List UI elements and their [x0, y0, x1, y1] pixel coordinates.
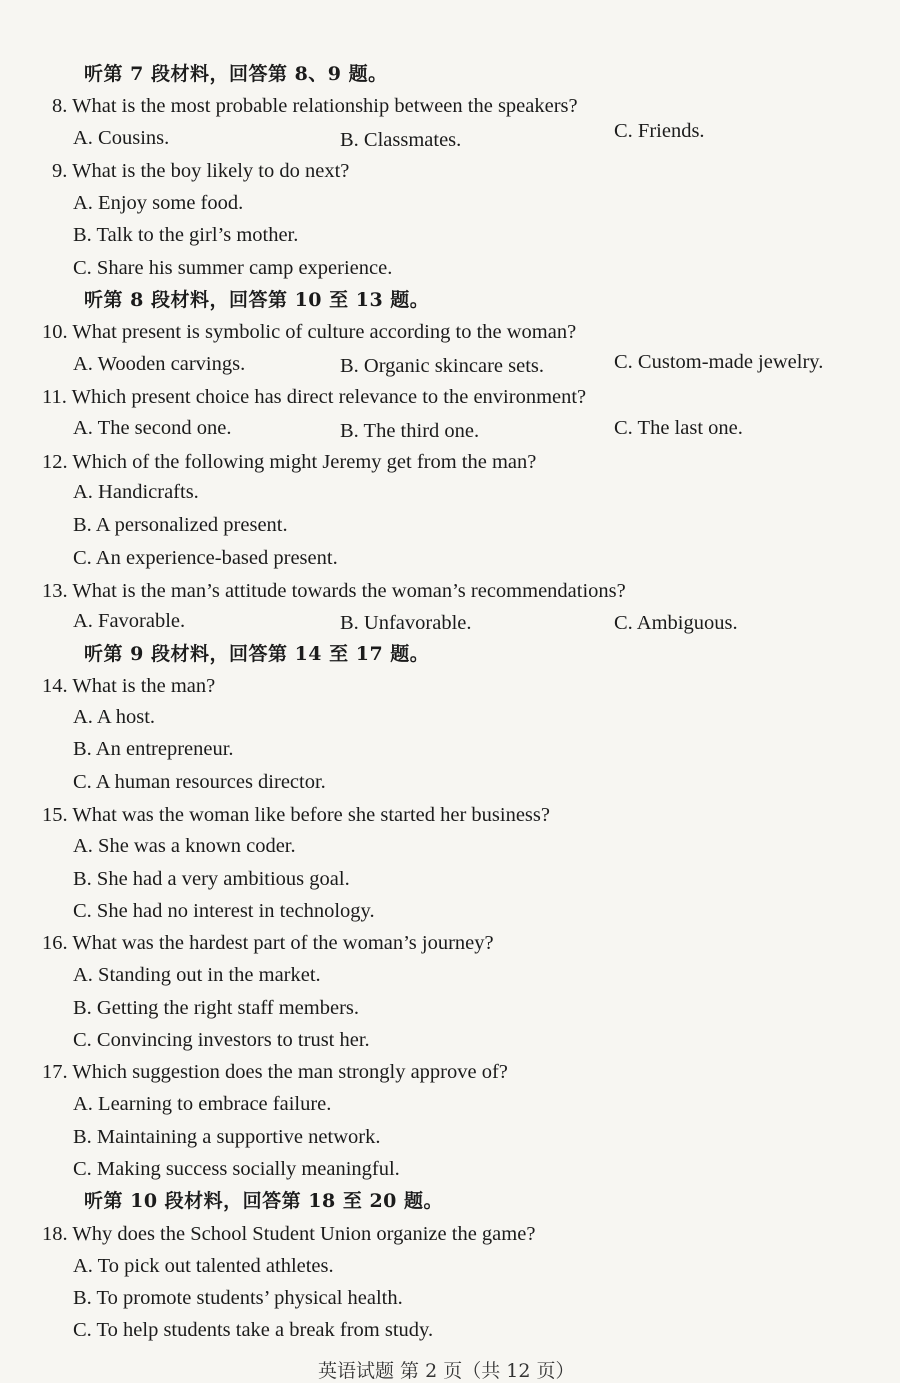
question-10-option-c: C. Custom-made jewelry.	[614, 351, 824, 373]
question-9-option-b: B. Talk to the girl’s mother.	[73, 224, 299, 246]
question-18-option-b: B. To promote students’ physical health.	[73, 1287, 403, 1309]
question-8-stem: 8. What is the most probable relationship between the speakers?	[52, 95, 578, 117]
section-heading-7: 听第 7 段材料，回答第 8、9 题。	[84, 63, 388, 85]
question-13-option-a: A. Favorable.	[73, 610, 186, 632]
question-15-option-a: A. She was a known coder.	[73, 835, 296, 857]
question-16-option-b: B. Getting the right staff members.	[73, 997, 359, 1019]
question-15-option-b: B. She had a very ambitious goal.	[73, 868, 350, 890]
question-8-option-b: B. Classmates.	[340, 129, 462, 151]
question-14-option-c: C. A human resources director.	[73, 771, 326, 793]
question-10-stem: 10. What present is symbolic of culture according to the woman?	[42, 321, 577, 343]
question-17-option-a: A. Learning to embrace failure.	[73, 1093, 332, 1115]
question-8-option-a: A. Cousins.	[73, 127, 170, 149]
question-12-stem: 12. Which of the following might Jeremy get from the man?	[42, 451, 537, 473]
question-18-option-a: A. To pick out talented athletes.	[73, 1255, 334, 1277]
page-footer: 英语试题 第 2 页（共 12 页）	[318, 1360, 575, 1382]
question-10-option-a: A. Wooden carvings.	[73, 353, 246, 375]
question-13-option-b: B. Unfavorable.	[340, 612, 472, 634]
question-9-option-c: C. Share his summer camp experience.	[73, 257, 393, 279]
question-14-option-a: A. A host.	[73, 706, 156, 728]
question-18-stem: 18. Why does the School Student Union organize the game?	[42, 1223, 536, 1245]
question-10-option-b: B. Organic skincare sets.	[340, 355, 544, 377]
question-12-option-b: B. A personalized present.	[73, 514, 288, 536]
question-13-stem: 13. What is the man’s attitude towards the woman’s recommendations?	[42, 580, 626, 602]
question-17-option-c: C. Making success socially meaningful.	[73, 1158, 400, 1180]
question-16-stem: 16. What was the hardest part of the woman’s journey?	[42, 932, 494, 954]
question-9-option-a: A. Enjoy some food.	[73, 192, 244, 214]
question-17-stem: 17. Which suggestion does the man strongly approve of?	[42, 1061, 508, 1083]
question-11-option-b: B. The third one.	[340, 420, 480, 442]
question-12-option-a: A. Handicrafts.	[73, 481, 199, 503]
section-heading-10: 听第 10 段材料，回答第 18 至 20 题。	[84, 1190, 444, 1212]
section-heading-8: 听第 8 段材料，回答第 10 至 13 题。	[84, 289, 430, 311]
question-18-option-c: C. To help students take a break from study.	[73, 1319, 434, 1341]
question-8-option-c: C. Friends.	[614, 120, 705, 142]
question-11-option-c: C. The last one.	[614, 417, 743, 439]
question-9-stem: 9. What is the boy likely to do next?	[52, 160, 350, 182]
question-13-option-c: C. Ambiguous.	[614, 612, 738, 634]
question-17-option-b: B. Maintaining a supportive network.	[73, 1126, 381, 1148]
section-heading-9: 听第 9 段材料，回答第 14 至 17 题。	[84, 643, 430, 665]
question-14-option-b: B. An entrepreneur.	[73, 738, 234, 760]
question-14-stem: 14. What is the man?	[42, 675, 216, 697]
question-15-stem: 15. What was the woman like before she started her business?	[42, 804, 550, 826]
question-11-option-a: A. The second one.	[73, 417, 232, 439]
question-12-option-c: C. An experience-based present.	[73, 547, 338, 569]
question-11-stem: 11. Which present choice has direct relevance to the environment?	[42, 386, 587, 408]
question-16-option-a: A. Standing out in the market.	[73, 964, 321, 986]
question-16-option-c: C. Convincing investors to trust her.	[73, 1029, 370, 1051]
question-15-option-c: C. She had no interest in technology.	[73, 900, 375, 922]
